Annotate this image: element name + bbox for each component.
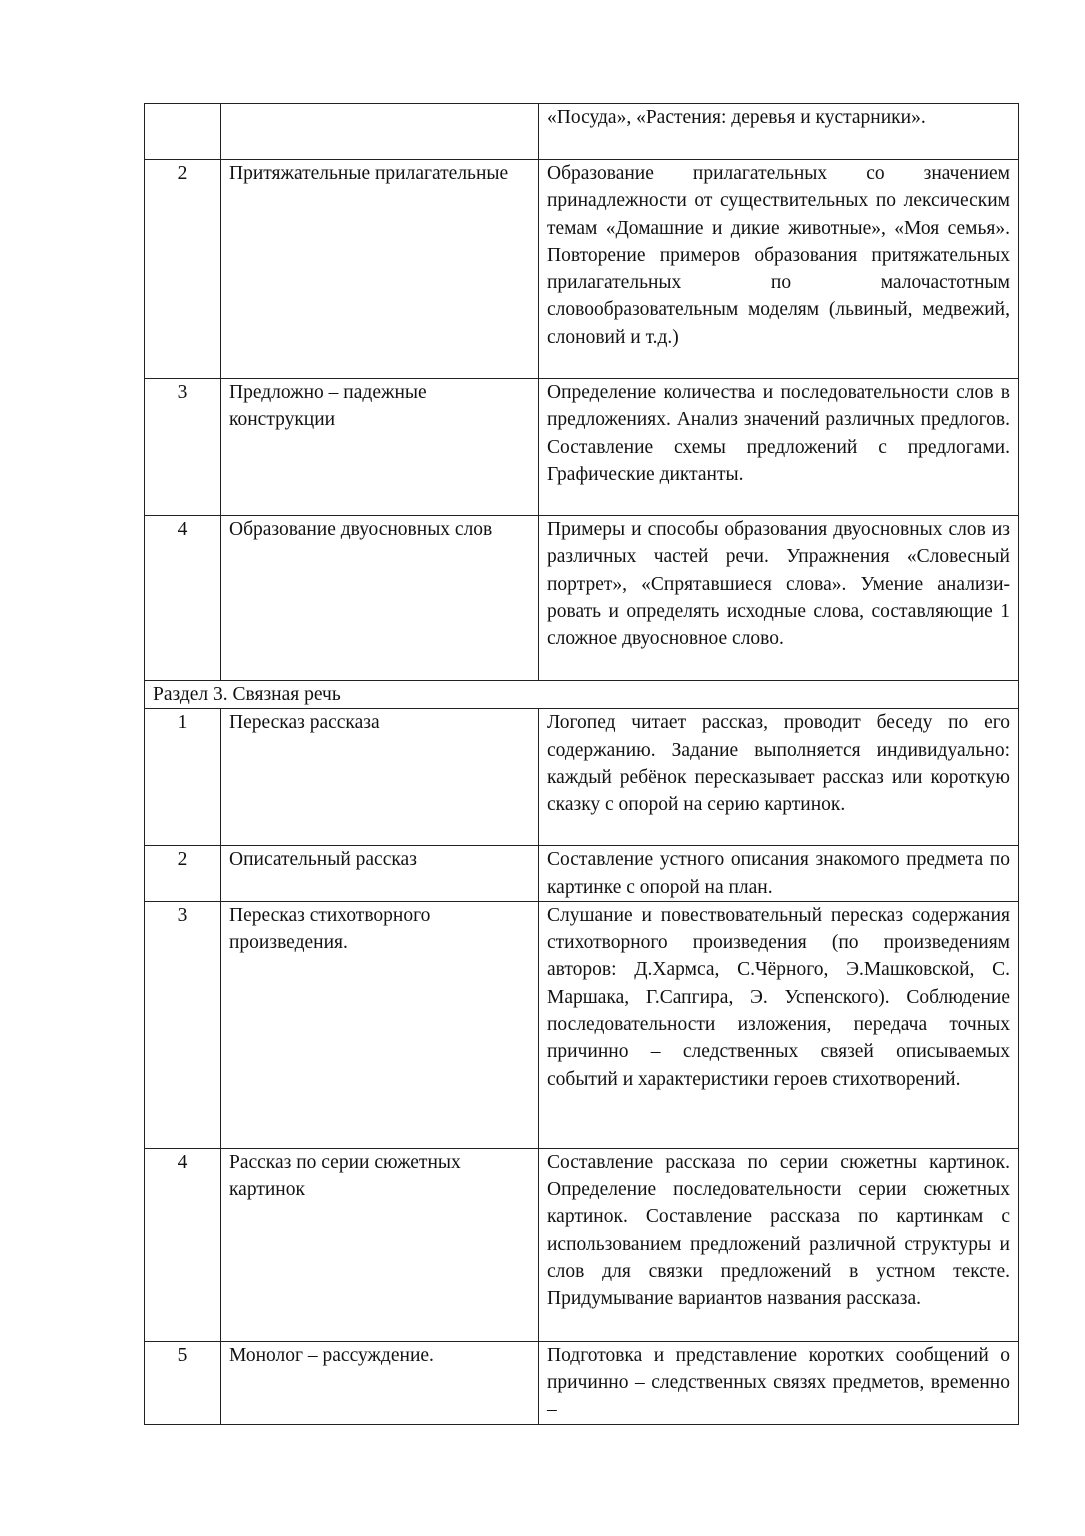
table-row <box>145 846 1019 902</box>
table-row <box>145 901 1019 1148</box>
row-content: Образование прилагательных со значением принадлежности от существительных по лексическим темам «Домашние и дикие животные», «Моя семья». Повторение примеров образования притяжательных прилагательных по малочастотным словообразовательным моделям (львиный, медвежий, слоновий и т.д.) <box>539 160 1019 379</box>
section-title: Раздел 3. Связная речь <box>145 681 1019 709</box>
row-number: 3 <box>145 379 221 516</box>
row-number: 1 <box>145 709 221 846</box>
section-row <box>145 681 1019 709</box>
row-number <box>145 104 221 160</box>
row-number: 2 <box>145 846 221 902</box>
row-content: Составление устного описания знакомого предмета по картинке с опорой на план. <box>539 846 1019 902</box>
row-content: Подготовка и представление коротких сообщений о причинно – следственных связях предметов, временно – <box>539 1341 1019 1424</box>
row-topic: Предложно – падежные конструкции <box>221 379 539 516</box>
row-number: 5 <box>145 1341 221 1424</box>
table-row <box>145 104 1019 160</box>
row-number: 3 <box>145 901 221 1148</box>
row-number: 4 <box>145 516 221 681</box>
table-row <box>145 379 1019 516</box>
row-topic <box>221 104 539 160</box>
row-topic: Притяжательные прилагательные <box>221 160 539 379</box>
row-topic: Пересказ рассказа <box>221 709 539 846</box>
table-row <box>145 1341 1019 1424</box>
row-topic: Монолог – рассуждение. <box>221 1341 539 1424</box>
row-topic: Пересказ стихотворного произведения. <box>221 901 539 1148</box>
table-row <box>145 160 1019 379</box>
row-content: Слушание и повествовательный пересказ содержания стихотворного произведения (по произведениям авторов: Д.Хармса, С.Чёрного, Э.Машковской, С. Маршака, Г.Сапгира, Э. Успенского). Соблюдение последовательности изложения, передача точных причинно – следственных связей описываемых событий и характеристики героев стихотворений. <box>539 901 1019 1148</box>
table-row <box>145 709 1019 846</box>
row-number: 4 <box>145 1148 221 1341</box>
row-topic: Образование двуосновных слов <box>221 516 539 681</box>
table-row <box>145 516 1019 681</box>
row-content: «Посуда», «Растения: деревья и кустарники». <box>539 104 1019 160</box>
row-topic: Рассказ по серии сюжетных картинок <box>221 1148 539 1341</box>
row-content: Логопед читает рассказ, проводит беседу по его содержанию. Задание выполняется индивидуально: каждый ребёнок пересказывает рассказ или короткую сказку с опорой на серию картинок. <box>539 709 1019 846</box>
table-row <box>145 1148 1019 1341</box>
row-content: Примеры и способы образования двуосновных слов из различных частей речи. Упражнения «Словесный портрет», «Спрятавшиеся слова». Умение анализи-ровать и определять исходные слова, составляющие 1 сложное двуосновное слово. <box>539 516 1019 681</box>
row-content: Составление рассказа по серии сюжетны картинок. Определение последовательности серии сюжетных картинок. Составление рассказа по картинкам с использованием предложений различной структуры и слов для связки предложений в устном тексте. Придумывание вариантов названия рассказа. <box>539 1148 1019 1341</box>
row-content: Определение количества и последовательности слов в предложениях. Анализ значений различных предлогов. Составление схемы предложений с предлогами. Графические диктанты. <box>539 379 1019 516</box>
lesson-plan-table <box>144 103 1019 1425</box>
row-number: 2 <box>145 160 221 379</box>
row-topic: Описательный рассказ <box>221 846 539 902</box>
